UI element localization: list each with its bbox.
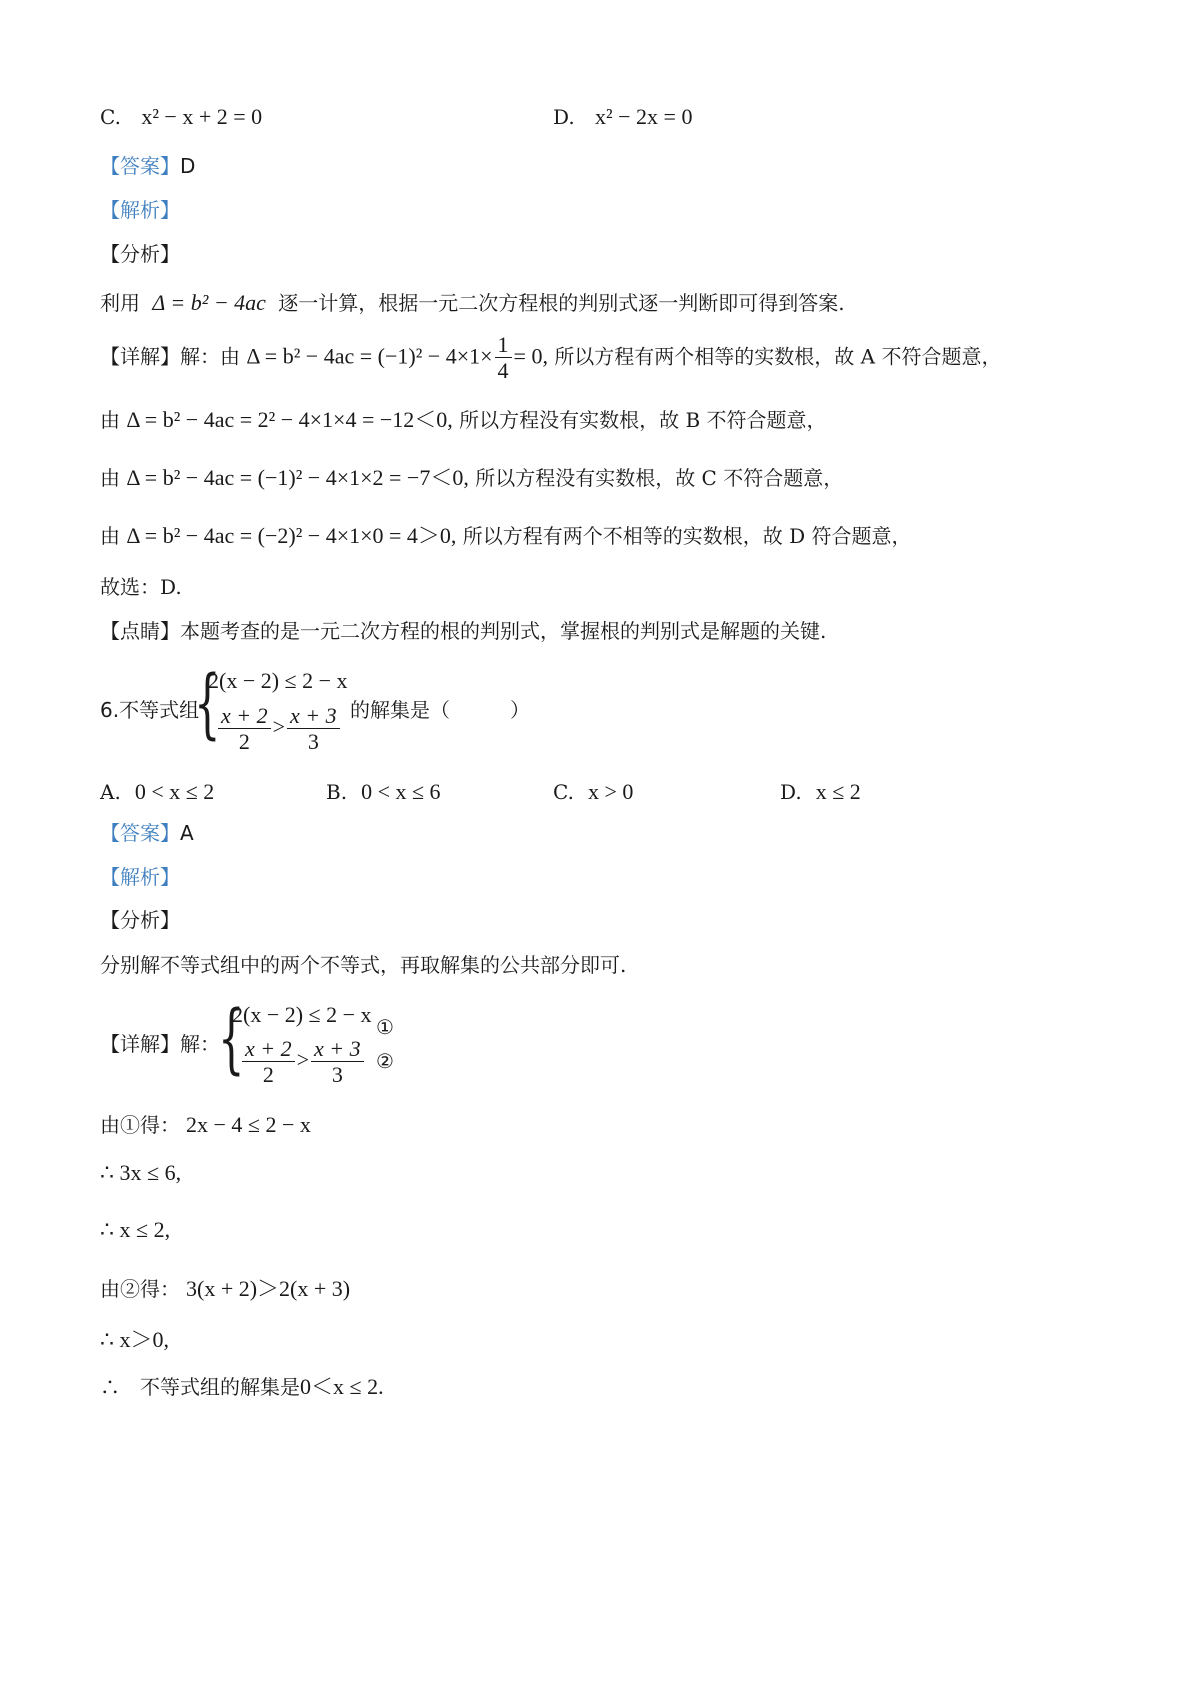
brace-icon: { xyxy=(194,658,221,747)
q6-step-4: 由②得： 3(x + 2)＞2(x + 3) xyxy=(100,1276,351,1301)
formula: Δ = b² − 4ac = (−2)² − 4×1×0 = 4＞0, xyxy=(126,523,457,548)
q6-stem-suffix: 的解集是（ ） xyxy=(350,698,530,722)
q6-step-2: ∴ 3x ≤ 6, xyxy=(100,1160,182,1185)
q5-answer xyxy=(100,154,195,178)
option-label: C. xyxy=(100,105,121,129)
formula: Δ = b² − 4ac = (−1)² − 4×1× xyxy=(246,343,493,369)
q5-analysis-tag: 【解析】 xyxy=(100,198,180,222)
circle-mark-2: ② xyxy=(376,1049,394,1073)
q6-option-d: D. x ≤ 2 xyxy=(780,779,861,804)
q5-dianjing: 【点睛】本题考查的是一元二次方程的根的判别式，掌握根的判别式是解题的关键. xyxy=(100,619,827,643)
q5-conclusion: 故选：D. xyxy=(100,575,182,599)
q5-fenxi-tag: 【分析】 xyxy=(100,242,180,266)
q6-step-1: 由①得： 2x − 4 ≤ 2 − x xyxy=(100,1112,311,1137)
answer-value: D xyxy=(180,154,196,178)
q6-inequality-2: $\frac{x + 2}{2}$ > $\frac{x + 3}{3}$ xyxy=(216,703,342,755)
q6-option-c: C. x > 0 xyxy=(553,779,634,804)
q5-fenxi-text: 利用 Δ = b² − 4ac 逐一计算，根据一元二次方程根的判别式逐一判断即可得到答案. xyxy=(100,290,845,315)
circle-mark-1: ① xyxy=(376,1015,394,1039)
formula: Δ = b² − 4ac = 2² − 4×1×4 = −12＜0, xyxy=(126,407,453,432)
answer-tag: 【答案】 xyxy=(100,821,180,845)
formula: Δ = b² − 4ac = (−1)² − 4×1×2 = −7＜0, xyxy=(126,465,469,490)
q6-step-3: ∴ x ≤ 2, xyxy=(100,1217,171,1242)
q6-detail-inequality-1: 2(x − 2) ≤ 2 − x xyxy=(232,1002,372,1027)
q5-detail-line-2: 由 Δ = b² − 4ac = 2² − 4×1×4 = −12＜0, 所以方程没有实数根，故 B 不符合题意， xyxy=(100,407,827,432)
option-label: D. xyxy=(553,105,575,129)
q6-step-6: ∴ 不等式组的解集是0＜x ≤ 2. xyxy=(100,1374,384,1399)
q6-detail-tag: 【详解】解： xyxy=(100,1032,220,1056)
formula: Δ = b² − 4ac xyxy=(152,290,266,315)
q5-detail-line-3: 由 Δ = b² − 4ac = (−1)² − 4×1×2 = −7＜0, 所以方程没有实数根，故 C 不符合题意， xyxy=(100,465,844,490)
answer-value: A xyxy=(180,821,194,845)
q6-option-b: B. 0 < x ≤ 6 xyxy=(326,779,441,804)
answer-tag: 【答案】 xyxy=(100,154,180,178)
q6-analysis-tag: 【解析】 xyxy=(100,865,180,889)
q5-option-d xyxy=(553,104,692,130)
option-expr: x² − x + 2 = 0 xyxy=(141,104,263,129)
q6-fenxi-text: 分别解不等式组中的两个不等式，再取解集的公共部分即可. xyxy=(100,953,627,977)
fraction: $\frac{1}{4}$ xyxy=(495,332,512,384)
q6-option-a: A. 0 < x ≤ 2 xyxy=(100,779,215,804)
q5-option-c xyxy=(100,104,262,130)
q6-detail-inequality-2: $\frac{x + 2}{2}$ > $\frac{x + 3}{3}$ xyxy=(240,1036,366,1088)
q5-detail-line-1: 【详解】解：由 Δ = b² − 4ac = (−1)² − 4×1× $\frac{1}{4}$ = 0, 所以方程有两个相等的实数根，故 A 不符合题意， xyxy=(100,332,1002,384)
detail-tag: 【详解】解： xyxy=(100,344,220,369)
q6-answer xyxy=(100,821,194,845)
q6-stem-prefix: 6.不等式组 xyxy=(100,698,200,722)
q6-inequality-1: 2(x − 2) ≤ 2 − x xyxy=(208,668,348,693)
q6-fenxi-tag: 【分析】 xyxy=(100,908,180,932)
q5-detail-line-4: 由 Δ = b² − 4ac = (−2)² − 4×1×0 = 4＞0, 所以方程有两个不相等的实数根，故 D 符合题意， xyxy=(100,523,912,548)
option-expr: x² − 2x = 0 xyxy=(595,104,693,129)
brace-icon: { xyxy=(218,993,245,1082)
q6-step-5: ∴ x＞0, xyxy=(100,1327,169,1352)
